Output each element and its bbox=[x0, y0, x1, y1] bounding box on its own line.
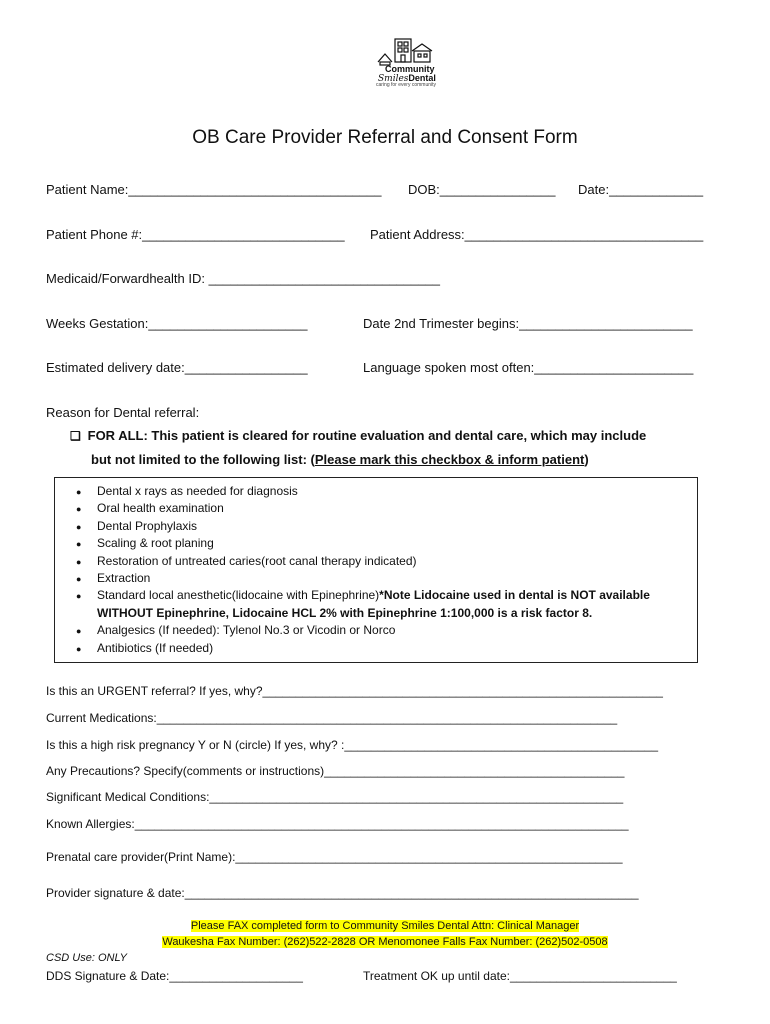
csd-use-label: CSD Use: ONLY bbox=[46, 952, 127, 964]
anesthetic-note-1: *Note Lidocaine used in dental is NOT available bbox=[379, 588, 650, 603]
for-all-line-1 bbox=[70, 428, 646, 443]
patient-phone-field[interactable]: Patient Phone #:____________________________ bbox=[46, 227, 345, 242]
current-medications-field[interactable]: Current Medications:_____________________________________________________________________ bbox=[46, 711, 618, 725]
services-list bbox=[76, 483, 650, 657]
anesthetic-label: Standard local anesthetic(lidocaine with Epinephrine) bbox=[97, 588, 380, 603]
list-item: ● Dental x rays as needed for diagnosis bbox=[76, 483, 650, 500]
precautions-field[interactable]: Any Precautions? Specify(comments or instructions)_____________________________________________ bbox=[46, 764, 625, 778]
urgent-referral-field[interactable]: Is this an URGENT referral? If yes, why?____________________________________________________________ bbox=[46, 684, 663, 698]
for-all-checkbox[interactable]: ❑ bbox=[70, 429, 81, 443]
list-item: ● Restoration of untreated caries(root canal therapy indicated) bbox=[76, 553, 650, 570]
logo-text-community: Community bbox=[385, 64, 435, 74]
treatment-ok-date-field[interactable]: Treatment OK up until date:_________________________ bbox=[363, 969, 677, 983]
list-item: ● Oral health examination bbox=[76, 500, 650, 517]
reason-heading: Reason for Dental referral: bbox=[46, 405, 200, 420]
provider-signature-field[interactable]: Provider signature & date:____________________________________________________________________ bbox=[46, 886, 639, 900]
for-all-line-2-prefix: but not limited to the following list: ( bbox=[91, 452, 315, 467]
logo-tagline: caring for every community bbox=[376, 82, 437, 88]
second-trimester-date-field[interactable]: Date 2nd Trimester begins:________________________ bbox=[363, 316, 693, 331]
high-risk-pregnancy-field[interactable]: Is this a high risk pregnancy Y or N (circle) If yes, why? :_______________________________________________ bbox=[46, 738, 659, 752]
for-all-instruction: Please mark this checkbox & inform patient bbox=[314, 452, 585, 467]
fax-instruction-2 bbox=[0, 936, 770, 948]
medicaid-id-field[interactable]: Medicaid/Forwardhealth ID: ________________________________ bbox=[46, 271, 440, 286]
list-item: ● Antibiotics (If needed) bbox=[76, 640, 650, 657]
known-allergies-field[interactable]: Known Allergies:__________________________________________________________________________ bbox=[46, 817, 629, 831]
estimated-delivery-field[interactable]: Estimated delivery date:_________________ bbox=[46, 360, 308, 375]
date-field[interactable]: Date:_____________ bbox=[578, 182, 704, 197]
fax-line-1: Please FAX completed form to Community Smiles Dental Attn: Clinical Manager bbox=[190, 920, 580, 932]
for-all-line-2 bbox=[91, 452, 589, 467]
anesthetic-note-2: WITHOUT Epinephrine, Lidocaine HCL 2% with Epinephrine 1:100,000 is a risk factor 8. bbox=[97, 605, 593, 620]
logo-text-smiles: Smiles bbox=[378, 74, 409, 84]
for-all-text: FOR ALL: This patient is cleared for routine evaluation and dental care, which may include bbox=[87, 428, 647, 443]
patient-address-field[interactable]: Patient Address:_________________________________ bbox=[370, 227, 704, 242]
form-title: OB Care Provider Referral and Consent Form bbox=[192, 127, 578, 148]
fax-instruction-1 bbox=[0, 920, 770, 932]
fax-line-2: Waukesha Fax Number: (262)522-2828 OR Menomonee Falls Fax Number: (262)502-0508 bbox=[162, 936, 608, 948]
patient-name-field[interactable]: Patient Name:___________________________________ bbox=[46, 182, 382, 197]
for-all-line-2-suffix: ) bbox=[584, 452, 589, 467]
medical-conditions-field[interactable]: Significant Medical Conditions:______________________________________________________________ bbox=[46, 790, 624, 804]
logo-text-dental: Dental bbox=[408, 73, 436, 83]
weeks-gestation-field[interactable]: Weeks Gestation:______________________ bbox=[46, 316, 308, 331]
language-field[interactable]: Language spoken most often:______________________ bbox=[363, 360, 694, 375]
list-item-anesthetic bbox=[76, 587, 650, 622]
dds-signature-field[interactable]: DDS Signature & Date:____________________ bbox=[46, 969, 303, 983]
list-item: ● Dental Prophylaxis bbox=[76, 518, 650, 535]
prenatal-provider-field[interactable]: Prenatal care provider(Print Name):__________________________________________________________ bbox=[46, 850, 623, 864]
list-item: ● Analgesics (If needed): Tylenol No.3 or Vicodin or Norco bbox=[76, 622, 650, 639]
dob-field[interactable]: DOB:________________ bbox=[408, 182, 556, 197]
list-item: ● Extraction bbox=[76, 570, 650, 587]
list-item: ● Scaling & root planing bbox=[76, 535, 650, 552]
